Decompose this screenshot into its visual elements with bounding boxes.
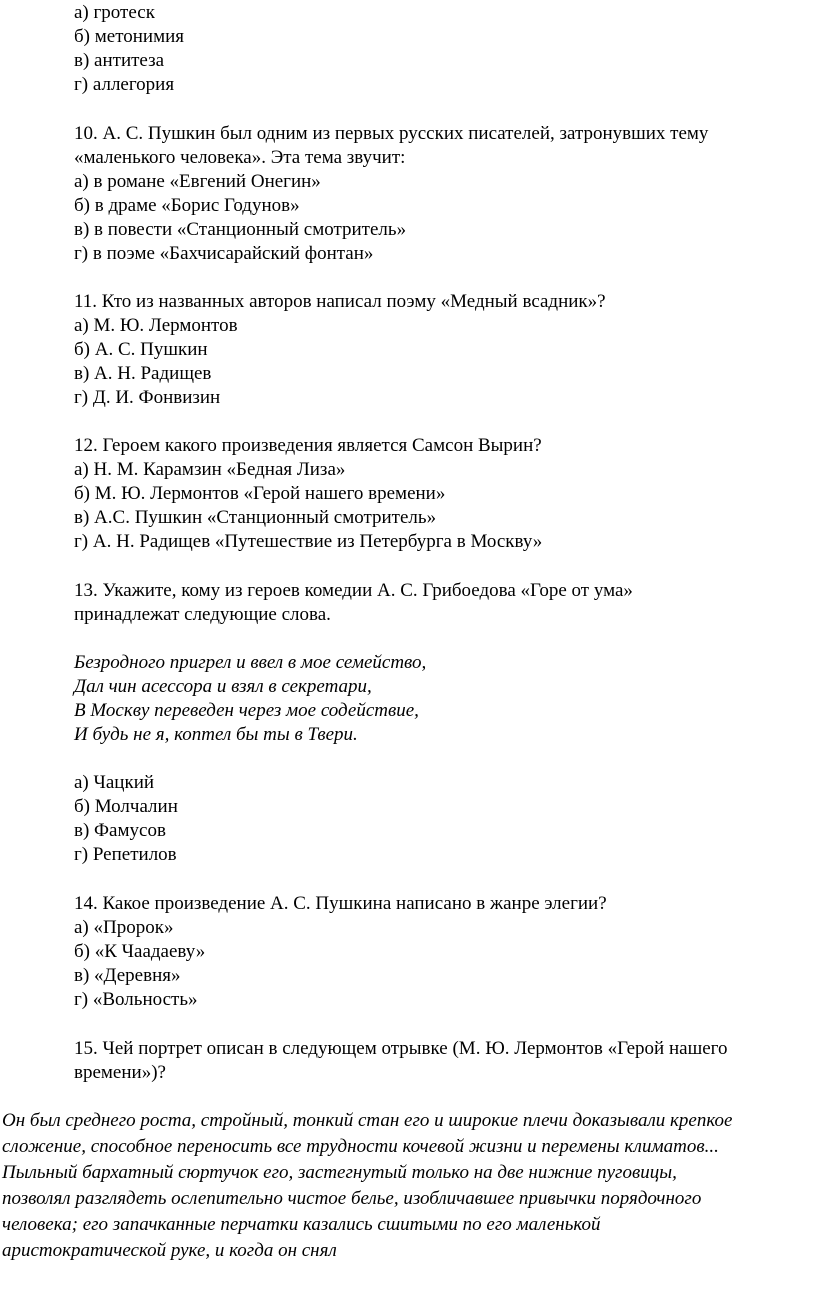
q11-option-b: б) А. С. Пушкин	[74, 339, 208, 360]
q12-option-b: б) М. Ю. Лермонтов «Герой нашего времени»	[74, 483, 446, 504]
q9-option-a: а) гротеск	[74, 2, 155, 23]
q10-option-a: а) в романе «Евгений Онегин»	[74, 171, 321, 192]
q11-option-c: в) А. Н. Радищев	[74, 363, 212, 384]
q9-option-b: б) метонимия	[74, 26, 185, 47]
q12-option-d: г) А. Н. Радищев «Путешествие из Петербурга в Москву»	[74, 531, 543, 552]
q15-excerpt-line: человека; его запачканные перчатки казались сшитыми по его маленькой	[2, 1214, 601, 1235]
q15-excerpt-line: Он был среднего роста, стройный, тонкий стан его и широкие плечи доказывали крепкое	[2, 1110, 733, 1131]
q13-verse-line: В Москву переведен через мое содействие,	[74, 700, 419, 721]
q15-question-line1: 15. Чей портрет описан в следующем отрывке (М. Ю. Лермонтов «Герой нашего	[74, 1038, 728, 1059]
q13-verse-line: Дал чин асессора и взял в секретари,	[74, 676, 372, 697]
q10-question-line2: «маленького человека». Эта тема звучит:	[74, 147, 406, 168]
q14-option-c: в) «Деревня»	[74, 965, 181, 986]
q10-option-b: б) в драме «Борис Годунов»	[74, 195, 300, 216]
q12-option-a: а) Н. М. Карамзин «Бедная Лиза»	[74, 459, 346, 480]
q13-verse-line: И будь не я, коптел бы ты в Твери.	[74, 724, 358, 745]
q13-question-line1: 13. Укажите, кому из героев комедии А. С. Грибоедова «Горе от ума»	[74, 580, 633, 601]
q15-excerpt-line: аристократической руке, и когда он снял	[2, 1240, 337, 1261]
q13-option-c: в) Фамусов	[74, 820, 166, 841]
q9-option-d: г) аллегория	[74, 74, 175, 95]
q13-verse-line: Безродного пригрел и ввел в мое семейство,	[74, 652, 427, 673]
q12-option-c: в) А.С. Пушкин «Станционный смотритель»	[74, 507, 437, 528]
q15-excerpt-line: Пыльный бархатный сюртучок его, застегнутый только на две нижние пуговицы,	[2, 1162, 677, 1183]
q10-question-line1: 10. А. С. Пушкин был одним из первых русских писателей, затронувших тему	[74, 123, 709, 144]
q11-option-d: г) Д. И. Фонвизин	[74, 387, 221, 408]
q14-option-d: г) «Вольность»	[74, 989, 198, 1010]
q15-question-line2: времени»)?	[74, 1062, 166, 1083]
q14-option-a: а) «Пророк»	[74, 917, 174, 938]
q13-option-b: б) Молчалин	[74, 796, 178, 817]
q13-option-a: а) Чацкий	[74, 772, 155, 793]
q15-excerpt-line: позволял разглядеть ослепительно чистое белье, изобличавшее привычки порядочного	[2, 1188, 702, 1209]
q10-option-c: в) в повести «Станционный смотритель»	[74, 219, 407, 240]
q11-question: 11. Кто из названных авторов написал поэму «Медный всадник»?	[74, 291, 606, 312]
q13-option-d: г) Репетилов	[74, 844, 177, 865]
q14-question: 14. Какое произведение А. С. Пушкина написано в жанре элегии?	[74, 893, 607, 914]
q13-question-line2: принадлежат следующие слова.	[74, 604, 331, 625]
q9-option-c: в) антитеза	[74, 50, 165, 71]
q11-option-a: а) М. Ю. Лермонтов	[74, 315, 238, 336]
q14-option-b: б) «К Чаадаеву»	[74, 941, 206, 962]
q12-question: 12. Героем какого произведения является Самсон Вырин?	[74, 435, 542, 456]
q15-excerpt-line: сложение, способное переносить все трудности кочевой жизни и перемены климатов...	[2, 1136, 719, 1157]
q10-option-d: г) в поэме «Бахчисарайский фонтан»	[74, 243, 374, 264]
